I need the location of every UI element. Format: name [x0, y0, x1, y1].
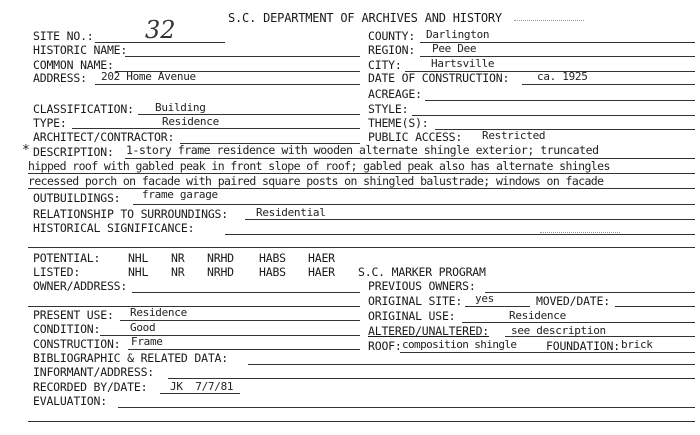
date-rule: [522, 84, 695, 85]
description-asterisk: *: [22, 143, 30, 158]
description-line-1: 1-story frame residence with wooden alternate shingle exterior; truncated: [126, 143, 599, 157]
outbuildings-rule: [133, 204, 695, 205]
outbuildings-value: frame garage: [142, 188, 218, 201]
potential-label: POTENTIAL:: [33, 251, 101, 265]
address-rule: [95, 84, 360, 85]
outbuildings-label: OUTBUILDINGS:: [33, 191, 121, 205]
date-of-construction-label: DATE OF CONSTRUCTION:: [368, 71, 510, 85]
potential-nhl: NHL: [128, 251, 149, 265]
original-use-label: ORIGINAL USE:: [368, 309, 456, 323]
city-value: Hartsville: [431, 57, 495, 70]
theme-label: THEME(S):: [368, 116, 429, 130]
type-label: TYPE:: [33, 116, 67, 130]
listed-label: LISTED:: [33, 265, 81, 279]
historic-name-label: HISTORIC NAME:: [33, 43, 128, 57]
evaluation-label: EVALUATION:: [33, 394, 107, 408]
significance-rule-2: [28, 247, 695, 248]
acreage-rule: [425, 100, 695, 101]
informant-rule: [168, 378, 695, 379]
site-no-value: 32: [145, 16, 176, 44]
date-of-construction-value: ca. 1925: [537, 70, 588, 83]
previous-owners-label: PREVIOUS OWNERS:: [368, 279, 476, 293]
county-label: COUNTY:: [368, 29, 416, 43]
altered-rule: [505, 336, 695, 337]
potential-nrhd: NRHD: [207, 251, 234, 265]
listed-nrhd: NRHD: [207, 265, 234, 279]
original-site-label: ORIGINAL SITE:: [368, 294, 463, 308]
evaluation-rule-2: [28, 421, 695, 422]
type-value: Residence: [162, 115, 219, 128]
public-access-label: PUBLIC ACCESS:: [368, 130, 463, 144]
listed-habs: HABS: [259, 265, 286, 279]
architect-label: ARCHITECT/CONTRACTOR:: [33, 130, 175, 144]
original-use-value: Residence: [509, 309, 566, 322]
moved-rule: [615, 306, 695, 307]
relationship-value: Residential: [256, 206, 326, 219]
region-value: Pee Dee: [432, 42, 477, 55]
recorded-rule: [160, 393, 240, 394]
significance-label: HISTORICAL SIGNIFICANCE:: [33, 221, 195, 235]
classification-value: Building: [155, 101, 206, 114]
public-access-value: Restricted: [482, 129, 546, 142]
address-value: 202 Home Avenue: [101, 70, 196, 83]
listed-nr: NR: [171, 265, 185, 279]
informant-label: INFORMANT/ADDRESS:: [33, 365, 155, 379]
roof-value: composition shingle: [402, 338, 517, 351]
roof-rule: [400, 352, 695, 353]
recorded-by-label: RECORDED BY/DATE:: [33, 380, 148, 394]
bibliographic-label: BIBLIOGRAPHIC & RELATED DATA:: [33, 351, 228, 365]
original-site-rule: [465, 306, 530, 307]
foundation-label: FOUNDATION:: [546, 339, 620, 353]
altered-label: ALTERED/UNALTERED:: [368, 324, 490, 338]
address-label: ADDRESS:: [33, 71, 87, 85]
classification-label: CLASSIFICATION:: [33, 102, 134, 116]
owner-rule-2: [28, 306, 360, 307]
description-label: DESCRIPTION:: [33, 145, 114, 159]
description-line-3: recessed porch on facade with paired square posts on shingled balustrade; windows on facade: [28, 174, 604, 188]
theme-rule: [435, 129, 695, 130]
owner-address-label: OWNER/ADDRESS:: [33, 279, 128, 293]
condition-label: CONDITION:: [33, 322, 101, 336]
agency-title: S.C. DEPARTMENT OF ARCHIVES AND HISTORY: [228, 11, 502, 25]
region-label: REGION:: [368, 43, 416, 57]
moved-date-label: MOVED/DATE:: [536, 294, 610, 308]
city-label: CITY:: [368, 58, 402, 72]
scan-artifact: [514, 20, 584, 21]
relationship-label: RELATIONSHIP TO SURROUNDINGS:: [33, 207, 228, 221]
acreage-label: ACREAGE:: [368, 87, 422, 101]
listed-nhl: NHL: [128, 265, 149, 279]
style-label: STYLE:: [368, 102, 409, 116]
common-name-label: COMMON NAME:: [33, 58, 114, 72]
present-use-rule: [120, 320, 360, 321]
owner-rule: [132, 292, 360, 293]
relationship-rule: [245, 219, 695, 220]
condition-value: Good: [130, 321, 156, 334]
potential-nr: NR: [171, 251, 185, 265]
original-site-value: yes: [475, 292, 494, 305]
description-rule-3: [28, 188, 695, 189]
original-use-rule: [462, 322, 695, 323]
construction-rule: [128, 349, 360, 350]
previous-owners-rule: [485, 292, 695, 293]
potential-haer: HAER: [308, 251, 335, 265]
style-rule: [412, 115, 695, 116]
construction-value: Frame: [131, 335, 163, 348]
recorded-by-value: JK 7/7/81: [170, 380, 234, 393]
scan-artifact: [540, 232, 620, 233]
potential-habs: HABS: [259, 251, 286, 265]
type-rule: [72, 128, 360, 129]
description-line-2: hipped roof with gabled peak in front slope of roof; gabled peak also has alternate shingles: [28, 159, 610, 173]
county-value: Darlington: [426, 28, 490, 41]
marker-program-label: S.C. MARKER PROGRAM: [358, 265, 486, 279]
roof-label: ROOF:: [368, 339, 402, 353]
bibliographic-rule: [248, 364, 695, 365]
altered-value: see description: [511, 324, 606, 337]
significance-rule: [225, 234, 695, 235]
site-no-label: SITE NO.:: [33, 29, 94, 43]
construction-label: CONSTRUCTION:: [33, 337, 121, 351]
foundation-value: brick: [621, 338, 653, 351]
present-use-value: Residence: [130, 306, 187, 319]
historic-name-rule: [125, 56, 360, 57]
evaluation-rule: [118, 407, 695, 408]
listed-haer: HAER: [308, 265, 335, 279]
present-use-label: PRESENT USE:: [33, 308, 114, 322]
